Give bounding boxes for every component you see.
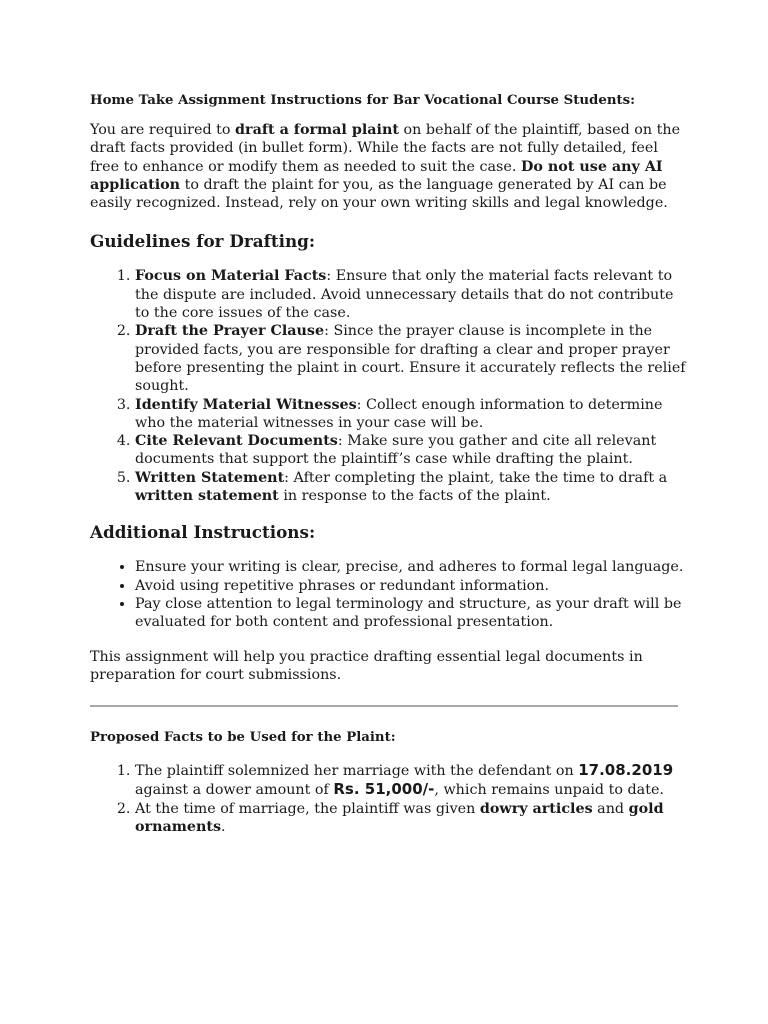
intro-text-2: on behalf of the plaintiff, based on the draft facts provided (in bullet form). While the facts are not fully detailed, feel free to enhance or modify them as needed to suit the case. [90, 122, 681, 175]
guideline-label: Written Statement [135, 469, 285, 486]
intro-paragraph [90, 121, 690, 212]
intro-bold-2: Do not use any AI application [90, 158, 663, 193]
fact-item [135, 761, 690, 800]
fact-text: . [221, 819, 226, 836]
additional-heading: Additional Instructions: [90, 522, 316, 543]
guideline-label-inline: written statement [135, 488, 279, 505]
guideline-label: Cite Relevant Documents [135, 433, 338, 450]
document-title: Home Take Assignment Instructions for Bar Vocational Course Students: [90, 93, 636, 108]
marriage-date: 17.08.2019 [578, 761, 674, 780]
guideline-text: : Since the prayer clause is incomplete in the provided facts, you are responsible for drafting a clear and proper prayer before presenting the plaint in court. Ensure it accurately reflects the relief sought. [135, 323, 686, 395]
intro-text-3: to draft the plaint for you, as the language generated by AI can be easily recognized. Instead, rely on your own writing skills and legal knowledge. [90, 176, 668, 212]
fact-text: The plaintiff solemnized her marriage with the defendant on [135, 763, 579, 780]
guideline-label: Focus on Material Facts [135, 268, 327, 285]
intro-bold-1: draft a formal plaint [235, 122, 399, 138]
guideline-text: : Collect enough information to determine who the material witnesses in your case will be. [135, 396, 663, 431]
guideline-text: : Ensure that only the material facts relevant to the dispute are included. Avoid unnecessary details that do not contribute to the core issues of the case. [135, 268, 674, 322]
guideline-item [135, 432, 690, 469]
additional-item: • Avoid using repetitive phrases or redundant information. [135, 577, 690, 595]
guideline-item [135, 322, 690, 395]
fact-text: At the time of marriage, the plaintiff was given [135, 800, 480, 817]
additional-list [90, 558, 690, 631]
guideline-item [135, 267, 690, 322]
guideline-text: : After completing the plaint, take the time to draft a [284, 469, 668, 486]
dower-amount: Rs. 51,000/- [333, 780, 435, 799]
fact-bold: gold ornaments [135, 800, 664, 836]
fact-text: and [592, 800, 629, 817]
fact-text: against a dower amount of [135, 782, 334, 799]
guidelines-list [90, 267, 690, 505]
document-page [90, 92, 690, 836]
facts-list [90, 761, 690, 836]
closing-paragraph: This assignment will help you practice drafting essential legal documents in preparation for court submissions. [90, 648, 643, 683]
guideline-label: Draft the Prayer Clause [135, 323, 325, 340]
guideline-text-tail: in response to the facts of the plaint. [278, 488, 551, 505]
fact-bold: dowry articles [479, 800, 593, 817]
intro-text-1: You are required to [90, 122, 236, 138]
guideline-label: Identify Material Witnesses [135, 396, 357, 413]
fact-item [135, 800, 690, 837]
guidelines-heading: Guidelines for Drafting: [90, 231, 316, 252]
facts-heading: Proposed Facts to be Used for the Plaint: [90, 730, 396, 746]
fact-text: , which remains unpaid to date. [434, 782, 664, 799]
additional-item: • Pay close attention to legal terminology and structure, as your draft will be evaluated for both content and professional presentation. [135, 595, 690, 632]
guideline-item [135, 469, 690, 506]
guideline-text: : Make sure you gather and cite all relevant documents that support the plaintiff’s case while drafting the plaint. [135, 433, 657, 468]
section-divider [90, 705, 678, 707]
guideline-item [135, 396, 690, 433]
additional-item: • Ensure your writing is clear, precise, and adheres to formal legal language. [135, 558, 690, 576]
